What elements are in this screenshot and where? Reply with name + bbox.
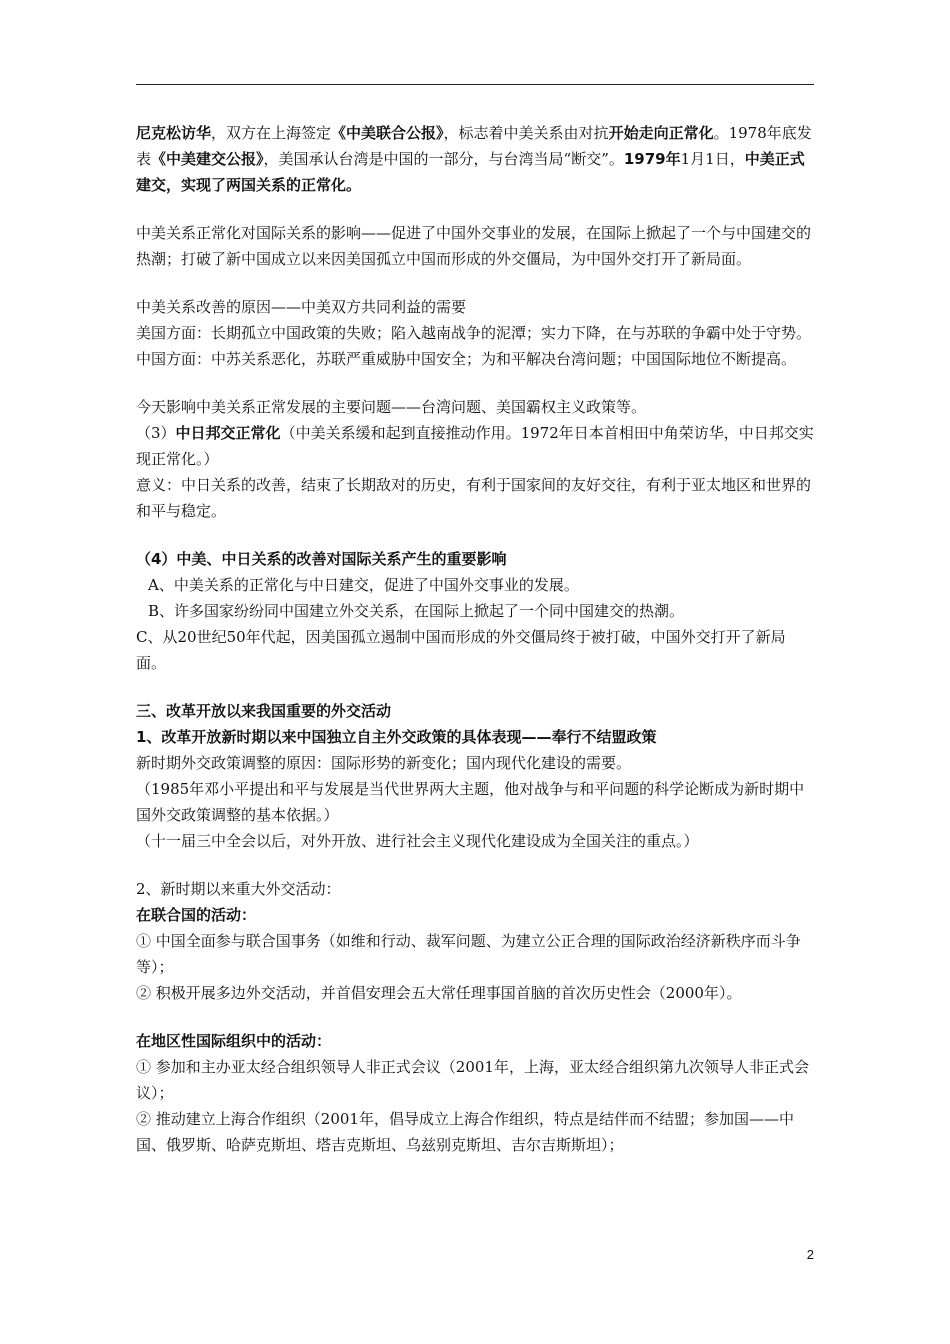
bold-text: 开始走向正常化 [608, 124, 714, 142]
text-line: 意义：中日关系的改善，结束了长期敌对的历史，有利于国家间的友好交往，有利于亚太地区和世界的和平与稳定。 [136, 476, 812, 520]
list-item: B、许多国家纷纷同中国建立外交关系，在国际上掀起了一个同中国建交的热潮。 [148, 602, 685, 620]
section-heading: （4）中美、中日关系的改善对国际关系产生的重要影响 [136, 550, 507, 568]
bold-text: 尼克松访华 [136, 124, 212, 142]
paragraph-normalization-impact: 中美关系正常化对国际关系的影响——促进了中国外交事业的发展，在国际上掀起了一个与中国建交的热潮；打破了新中国成立以来因美国孤立中国而形成的外交僵局，为中国外交打开了新局面。 [136, 224, 812, 268]
bold-text: 1979年 [623, 150, 681, 168]
paragraph-nixon-visit: 尼克松访华，双方在上海签定《中美联合公报》，标志着中美关系由对抗开始走向正常化。1978年底发表《中美建交公报》，美国承认台湾是中国的一部分，与台湾当局“断交”。1979年1月1日，中美正式建交，实现了两国关系的正常化。 [136, 124, 812, 194]
bold-text: 《中美建交公报》 [151, 150, 264, 168]
text-line: （十一届三中全会以后，对外开放、进行社会主义现代化建设成为全国关注的重点。） [136, 832, 699, 850]
bold-text: 中日邦交正常化 [175, 424, 281, 442]
list-item: ② 积极开展多边外交活动，并首倡安理会五大常任理事国首脑的首次历史性会（2000年）。 [136, 984, 742, 1002]
text-line: 中美关系改善的原因——中美双方共同利益的需要 [136, 298, 467, 316]
list-item: ① 中国全面参与联合国事务（如维和行动、裁军问题、为建立公正合理的国际政治经济新秩序而斗争等）； [136, 932, 801, 976]
subsection-heading: 1、改革开放新时期以来中国独立自主外交政策的具体表现——奉行不结盟政策 [136, 728, 657, 746]
subsection-heading: 在地区性国际组织中的活动： [136, 1032, 332, 1050]
bold-text: 中美正式建交，实现了两国关系的正常化。 [136, 150, 805, 194]
list-item: C、从20世纪50年代起，因美国孤立遏制中国而形成的外交僵局终于被打破，中国外交打开了新局面。 [136, 628, 786, 672]
text-line: 美国方面：长期孤立中国政策的失败；陷入越南战争的泥潭；实力下降，在与苏联的争霸中处于守势。 [136, 324, 812, 342]
bold-text: 《中美联合公报》 [331, 124, 444, 142]
subsection-heading: 2、新时期以来重大外交活动： [136, 880, 341, 898]
text-line: 中国方面：中苏关系恶化，苏联严重威胁中国安全；为和平解决台湾问题；中国国际地位不断提高。 [136, 350, 797, 368]
section-heading: 三、改革开放以来我国重要的外交活动 [136, 702, 392, 720]
page-number: 2 [806, 1247, 814, 1262]
paragraph-sino-japan: （3）中日邦交正常化（中美关系缓和起到直接推动作用。1972年日本首相田中角荣访华，中日邦交实现正常化。） [136, 424, 814, 468]
text-line: 新时期外交政策调整的原因：国际形势的新变化；国内现代化建设的需要。 [136, 754, 632, 772]
header-rule [136, 84, 814, 85]
document-body [136, 120, 814, 1158]
list-item: ① 参加和主办亚太经合组织领导人非正式会议（2001年，上海，亚太经合组织第九次领导人非正式会议）； [136, 1058, 809, 1102]
subsection-heading: 在联合国的活动： [136, 906, 257, 924]
list-item: ② 推动建立上海合作组织（2001年，倡导成立上海合作组织，特点是结伴而不结盟；参加国——中国、俄罗斯、哈萨克斯坦、塔吉克斯坦、乌兹别克斯坦、吉尔吉斯斯坦）； [136, 1110, 794, 1154]
text-line: （1985年邓小平提出和平与发展是当代世界两大主题，他对战争与和平问题的科学论断成为新时期中国外交政策调整的基本依据。） [136, 780, 805, 824]
list-item: A、中美关系的正常化与中日建交，促进了中国外交事业的发展。 [148, 576, 579, 594]
text-line: 今天影响中美关系正常发展的主要问题——台湾问题、美国霸权主义政策等。 [136, 398, 647, 416]
